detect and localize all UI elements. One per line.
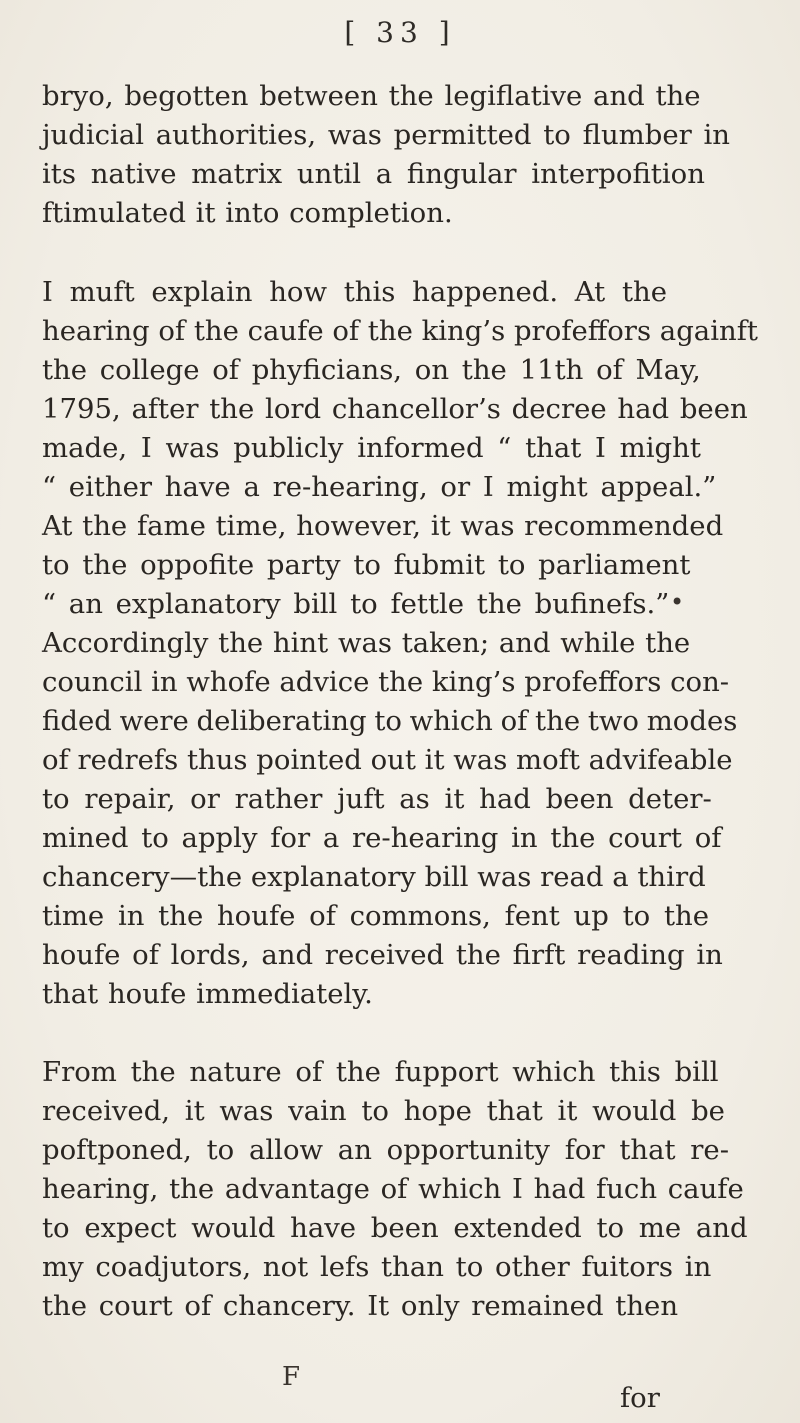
text-line: “ either have a re-hearing, or I might appeal.” [42, 471, 717, 503]
text-line: ftimulated it into completion. [42, 197, 453, 229]
text-line: council in whofe advice the king’s profeffors con- [42, 666, 730, 698]
text-line: chancery—the explanatory bill was read a third [42, 861, 706, 893]
text-line: that houfe immediately. [42, 978, 373, 1010]
text-line: to the oppofite party to fubmit to parliament [42, 549, 691, 581]
page-number-header: [ 33 ] [344, 16, 456, 49]
text-line: From the nature of the fupport which this bill [42, 1056, 719, 1088]
text-line: made, I was publicly informed “ that I might [42, 432, 701, 464]
text-line: At the fame time, however, it was recommended [42, 510, 724, 542]
margin-mark: • [670, 588, 685, 616]
text-line: mined to apply for a re-hearing in the court of [42, 822, 722, 854]
text-line: houfe of lords, and received the firft reading in [42, 939, 723, 971]
text-line: time in the houfe of commons, fent up to the [42, 900, 709, 932]
catchword: for [620, 1382, 660, 1414]
text-line: “ an explanatory bill to fettle the bufinefs.” [42, 588, 670, 620]
text-line: fided were deliberating to which of the two modes [42, 705, 738, 737]
text-line: poftponed, to allow an opportunity for that re- [42, 1134, 729, 1166]
text-line: Accordingly the hint was taken; and while the [42, 627, 691, 659]
text-line: the college of phyficians, on the 11th of May, [42, 354, 701, 386]
text-line: judicial authorities, was permitted to flumber in [42, 119, 731, 151]
text-line: bryo, begotten between the legiflative and the [42, 80, 701, 112]
text-line: 1795, after the lord chancellor’s decree had been [42, 393, 748, 425]
text-line: my coadjutors, not lefs than to other fuitors in [42, 1251, 712, 1283]
text-line: received, it was vain to hope that it would be [42, 1095, 725, 1127]
text-line: to expect would have been extended to me and [42, 1212, 748, 1244]
text-line: to repair, or rather juft as it had been deter- [42, 783, 712, 815]
text-line: its native matrix until a fingular interpofition [42, 158, 705, 190]
text-line: the court of chancery. It only remained then [42, 1290, 679, 1322]
text-line: I muft explain how this happened. At the [42, 276, 668, 308]
text-line: hearing, the advantage of which I had fuch caufe [42, 1173, 744, 1205]
text-line: of redrefs thus pointed out it was moft advifeable [42, 744, 733, 776]
text-line: hearing of the caufe of the king’s profeffors againft [42, 315, 758, 347]
signature-mark: F [282, 1362, 301, 1392]
